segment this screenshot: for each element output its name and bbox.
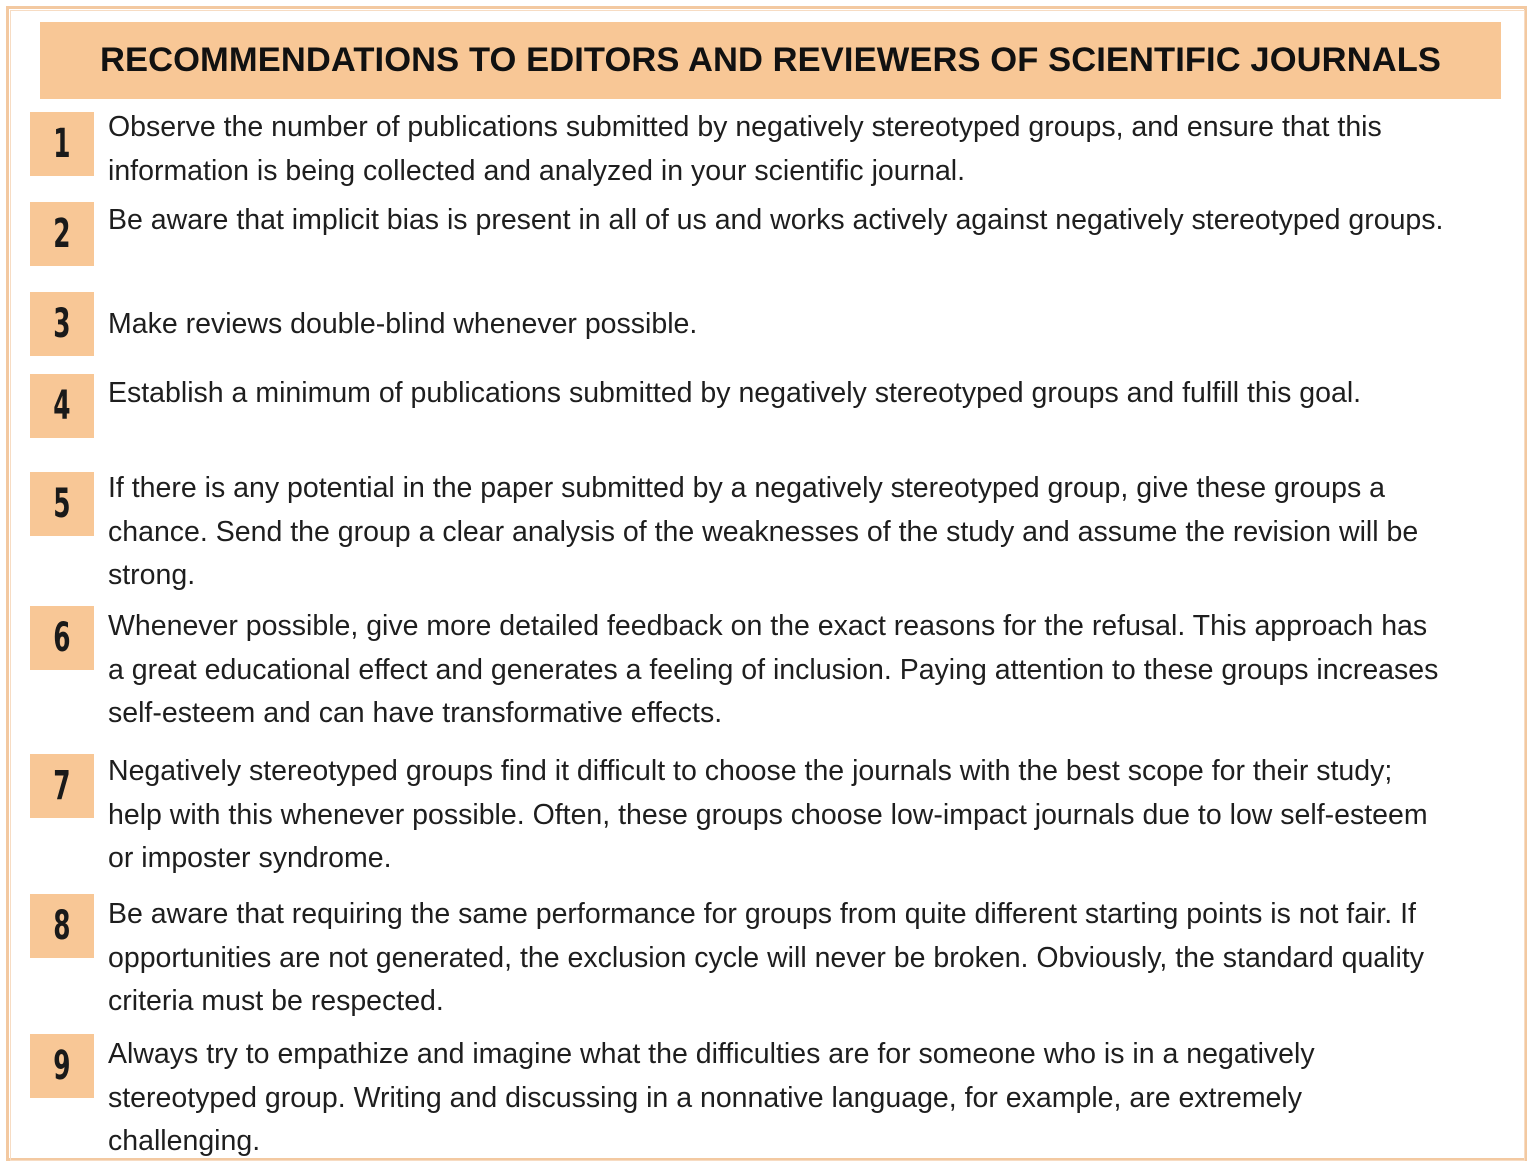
recommendation-text: Whenever possible, give more detailed feedback on the exact reasons for the refusal. This approach has a great educational effect and generates a feeling of inclusion. Paying attention to these groups increases self-esteem and can have transformative effects. <box>108 610 1439 729</box>
number-label: 4 <box>53 383 71 429</box>
recommendation-text: Be aware that implicit bias is present in all of us and works actively against negatively stereotyped groups. <box>108 204 1444 236</box>
recommendation-text: Be aware that requiring the same performance for groups from quite different starting points is not fair. If opportunities are not generated, the exclusion cycle will never be broken. Obviously, the standard quality criteria must be respected. <box>108 898 1424 1017</box>
title-banner <box>40 22 1501 99</box>
number-label: 8 <box>53 903 71 949</box>
recommendation-text: Observe the number of publications submitted by negatively stereotyped groups, and ensure that this information is being collected and analyzed in your scientific journal. <box>108 111 1382 187</box>
recommendation-text: Make reviews double-blind whenever possible. <box>108 308 698 340</box>
number-label: 3 <box>53 301 71 347</box>
number-badge <box>30 202 94 266</box>
number-badge <box>30 894 94 958</box>
number-label: 2 <box>53 211 71 257</box>
recommendation-text: If there is any potential in the paper submitted by a negatively stereotyped group, give these groups a chance. Send the group a clear analysis of the weaknesses of the study and assume the revision will be strong. <box>108 472 1419 591</box>
number-badge <box>30 606 94 670</box>
number-badge <box>30 472 94 536</box>
recommendation-text: Negatively stereotyped groups find it difficult to choose the journals with the best scope for their study; help with this whenever possible. Often, these groups choose low-impact journals due to low self-esteem or imposter syndrome. <box>108 755 1428 874</box>
number-badge <box>30 112 94 176</box>
number-label: 1 <box>53 121 71 167</box>
number-badge <box>30 374 94 438</box>
recommendation-text: Always try to empathize and imagine what the difficulties are for someone who is in a negatively stereotyped group. Writing and discussing in a nonnative language, for example, are extremely challenging. <box>108 1038 1315 1157</box>
recommendation-text: Establish a minimum of publications submitted by negatively stereotyped groups and fulfill this goal. <box>108 377 1362 409</box>
number-badge <box>30 754 94 818</box>
page-title: RECOMMENDATIONS TO EDITORS AND REVIEWERS OF SCIENTIFIC JOURNALS <box>99 41 1442 79</box>
number-badge <box>30 292 94 356</box>
number-badge <box>30 1034 94 1098</box>
number-label: 9 <box>53 1043 71 1089</box>
number-label: 7 <box>53 763 71 809</box>
number-label: 5 <box>53 481 71 527</box>
number-label: 6 <box>53 615 71 661</box>
